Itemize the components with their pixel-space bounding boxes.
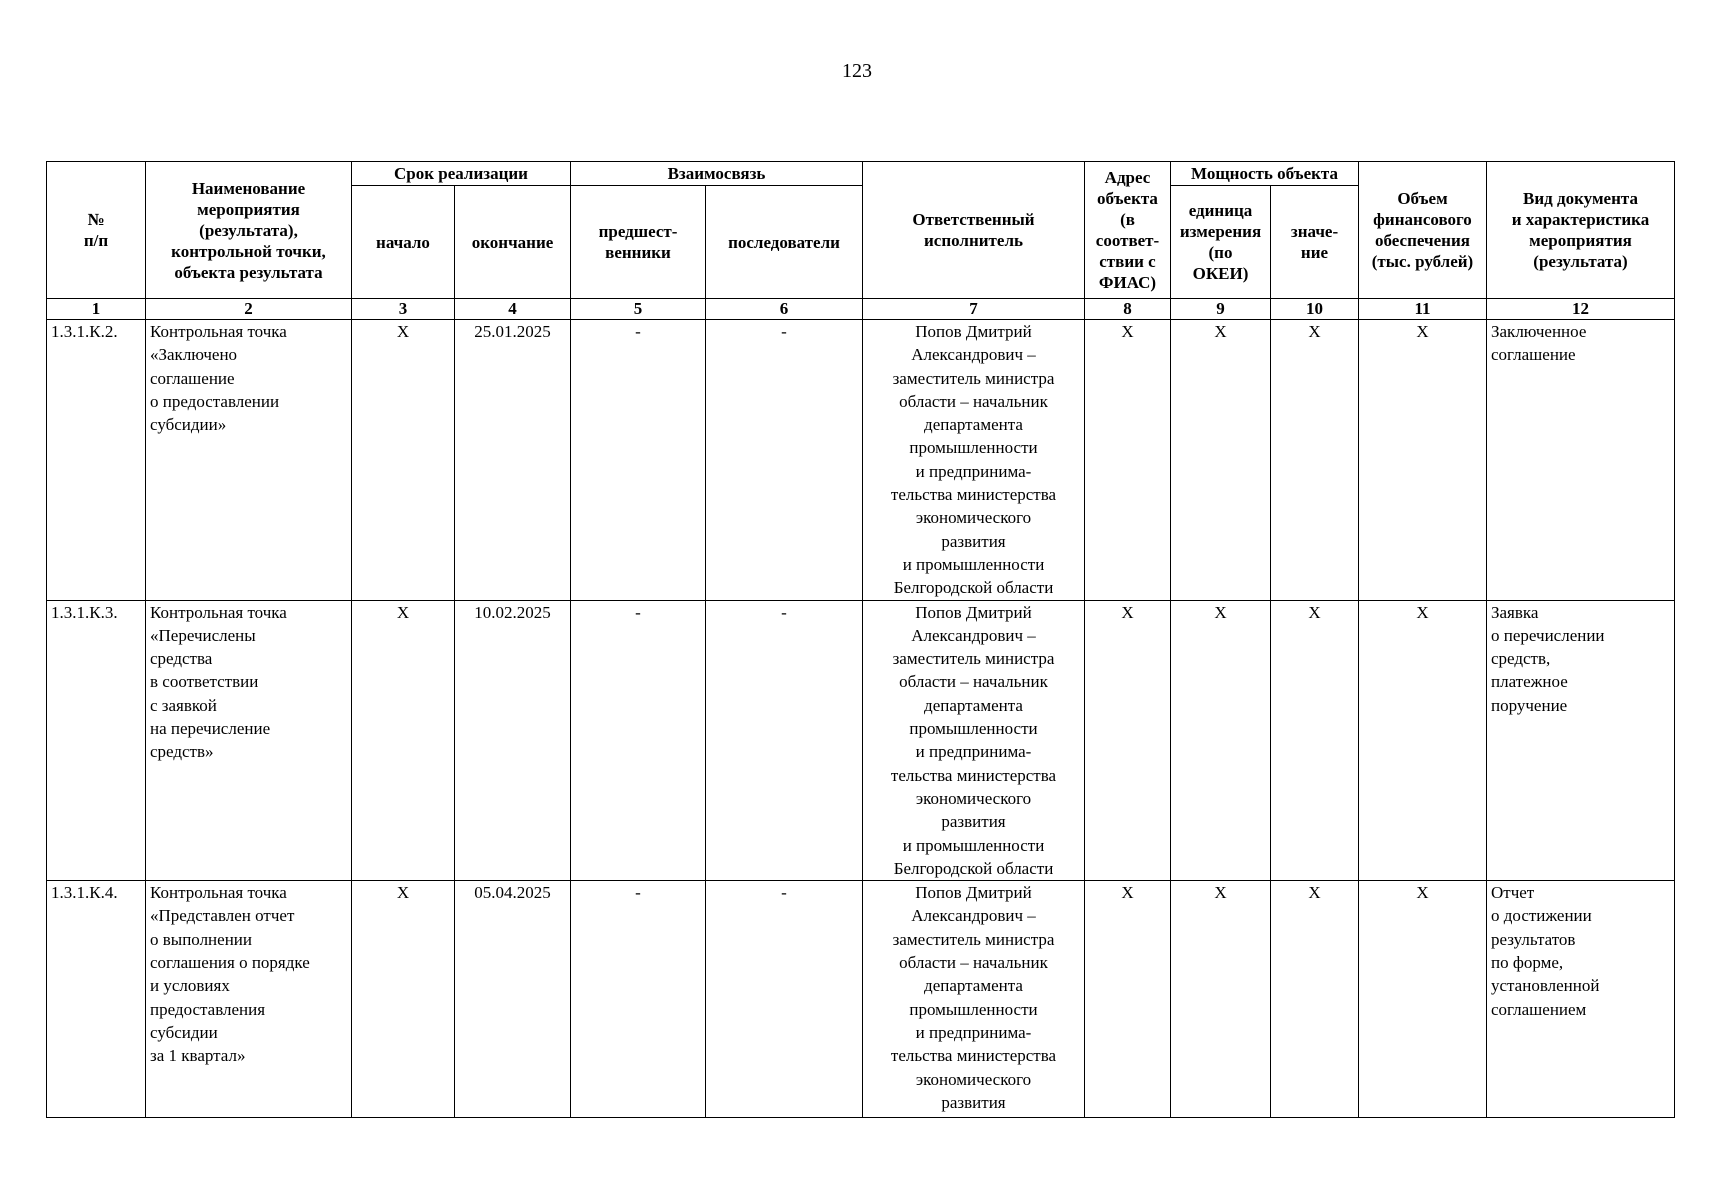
row-finance: X: [1359, 600, 1487, 881]
row-finance: X: [1359, 320, 1487, 601]
row-document: Заявка о перечислении средств, платежное поручение: [1487, 600, 1675, 881]
plan-table: [46, 161, 1675, 1118]
row-number: 1.3.1.К.2.: [47, 320, 146, 601]
row-start: X: [352, 320, 455, 601]
row-unit: X: [1171, 600, 1271, 881]
header-finance: Объем финансового обеспечения (тыс. рублей): [1359, 162, 1487, 299]
column-number: 8: [1085, 299, 1171, 320]
row-executor: Попов Дмитрий Александрович – заместитель министра области – начальник департамента промышленности и предпринима- тельства министерства экономического развития: [863, 881, 1085, 1118]
row-number: 1.3.1.К.4.: [47, 881, 146, 1118]
header-end: окончание: [455, 186, 571, 299]
row-name: Контрольная точка «Перечислены средства в соответствии с заявкой на перечисление средств»: [146, 600, 352, 881]
table-row: [47, 600, 1675, 881]
header-value: значе- ние: [1271, 186, 1359, 299]
row-end: 10.02.2025: [455, 600, 571, 881]
row-successors: -: [706, 600, 863, 881]
header-group-link: Взаимосвязь: [571, 162, 863, 186]
row-unit: X: [1171, 881, 1271, 1118]
row-address: X: [1085, 320, 1171, 601]
header-succ: последователи: [706, 186, 863, 299]
row-predecessors: -: [571, 600, 706, 881]
row-value: X: [1271, 600, 1359, 881]
table-row: [47, 320, 1675, 601]
row-executor: Попов Дмитрий Александрович – заместитель министра области – начальник департамента промышленности и предпринима- тельства министерства экономического развития и промышленности Белгородской области: [863, 320, 1085, 601]
row-name: Контрольная точка «Заключено соглашение о предоставлении субсидии»: [146, 320, 352, 601]
header-num: № п/п: [47, 162, 146, 299]
header-group-power: Мощность объекта: [1171, 162, 1359, 186]
header-group-term: Срок реализации: [352, 162, 571, 186]
header-unit: единица измерения (по ОКЕИ): [1171, 186, 1271, 299]
column-number: 7: [863, 299, 1085, 320]
header-start: начало: [352, 186, 455, 299]
row-address: X: [1085, 881, 1171, 1118]
row-start: X: [352, 600, 455, 881]
row-value: X: [1271, 320, 1359, 601]
row-end: 05.04.2025: [455, 881, 571, 1118]
header-pred: предшест- венники: [571, 186, 706, 299]
column-number: 4: [455, 299, 571, 320]
header-address: Адрес объекта (в соответ- ствии с ФИАС): [1085, 162, 1171, 299]
row-predecessors: -: [571, 881, 706, 1118]
column-number: 12: [1487, 299, 1675, 320]
table-row: [47, 881, 1675, 1118]
row-number: 1.3.1.К.3.: [47, 600, 146, 881]
column-number: 2: [146, 299, 352, 320]
page-number: 123: [842, 60, 872, 82]
column-number: 3: [352, 299, 455, 320]
row-unit: X: [1171, 320, 1271, 601]
column-number: 9: [1171, 299, 1271, 320]
column-number: 10: [1271, 299, 1359, 320]
row-value: X: [1271, 881, 1359, 1118]
row-executor: Попов Дмитрий Александрович – заместитель министра области – начальник департамента промышленности и предпринима- тельства министерства экономического развития и промышленности Белгородской области: [863, 600, 1085, 881]
header-name: Наименование мероприятия (результата), контрольной точки, объекта результата: [146, 162, 352, 299]
row-successors: -: [706, 881, 863, 1118]
header-doc: Вид документа и характеристика мероприятия (результата): [1487, 162, 1675, 299]
row-name: Контрольная точка «Представлен отчет о выполнении соглашения о порядке и условиях предоставления субсидии за 1 квартал»: [146, 881, 352, 1118]
row-end: 25.01.2025: [455, 320, 571, 601]
header-executor: Ответственный исполнитель: [863, 162, 1085, 299]
header-row-top: [47, 162, 1675, 186]
row-document: Заключенное соглашение: [1487, 320, 1675, 601]
row-address: X: [1085, 600, 1171, 881]
column-number: 11: [1359, 299, 1487, 320]
column-number: 6: [706, 299, 863, 320]
row-document: Отчет о достижении результатов по форме, установленной соглашением: [1487, 881, 1675, 1118]
column-number-row: [47, 299, 1675, 320]
row-start: X: [352, 881, 455, 1118]
column-number: 1: [47, 299, 146, 320]
column-number: 5: [571, 299, 706, 320]
row-finance: X: [1359, 881, 1487, 1118]
row-predecessors: -: [571, 320, 706, 601]
row-successors: -: [706, 320, 863, 601]
